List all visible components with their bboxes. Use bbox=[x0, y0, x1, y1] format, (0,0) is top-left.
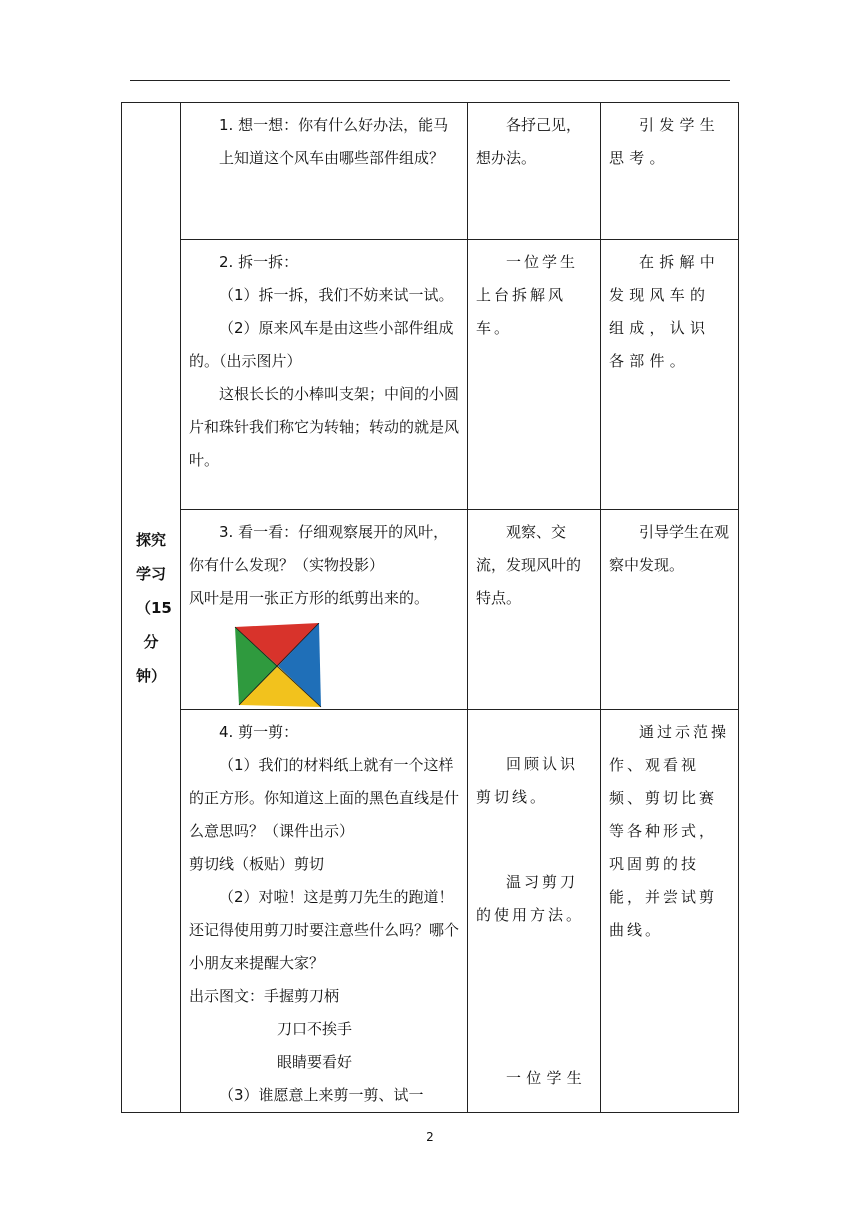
page-number: 2 bbox=[426, 1130, 434, 1144]
teacher-text: （3）谁愿意上来剪一剪、试一 bbox=[219, 1086, 424, 1104]
student-activity-cell bbox=[468, 103, 601, 240]
table-row bbox=[122, 103, 739, 240]
teacher-text: （1）拆一拆，我们不妨来试一试。 bbox=[219, 286, 454, 304]
teacher-text: （1）我们的材料纸上就有一个这样的正方形。你知道这上面的黑色直线是什么意思吗？（课件出示） bbox=[189, 756, 460, 840]
stage-cell bbox=[122, 103, 181, 1113]
student-activity-cell bbox=[468, 710, 601, 1113]
intent-text: 引导学生在观察中发现。 bbox=[609, 523, 730, 574]
teacher-text: 剪切线（板贴）剪切 bbox=[189, 855, 325, 873]
teacher-text: 1. 想一想：你有什么好办法，能马 bbox=[219, 116, 449, 134]
pinwheel-paper-photo bbox=[233, 623, 323, 709]
student-text: 一位学生上台拆解风车。 bbox=[476, 253, 579, 337]
table-row bbox=[122, 240, 739, 510]
teacher-activity-cell bbox=[181, 510, 468, 710]
teacher-text: 出示图文：手握剪刀柄 bbox=[189, 987, 340, 1005]
teacher-text: 眼睛要看好 bbox=[277, 1053, 353, 1071]
teacher-activity-cell bbox=[181, 240, 468, 510]
design-intent-cell bbox=[601, 510, 739, 710]
teacher-text: （2）对啦！这是剪刀先生的跑道！还记得使用剪刀时要注意些什么吗？哪个小朋友来提醒大家？ bbox=[189, 888, 460, 972]
table-row bbox=[122, 510, 739, 710]
stage-label: 探究学习（15分钟） bbox=[136, 530, 172, 685]
teacher-text: 3. 看一看：仔细观察展开的风叶，你有什么发现？（实物投影） bbox=[189, 523, 449, 574]
teacher-text: 风叶是用一张正方形的纸剪出来的。 bbox=[189, 589, 430, 607]
teacher-text: （2）原来风车是由这些小部件组成的。（出示图片） bbox=[189, 319, 454, 370]
design-intent-cell bbox=[601, 240, 739, 510]
square-paper-icon bbox=[233, 623, 323, 709]
table-row bbox=[122, 710, 739, 1113]
student-activity-cell bbox=[468, 510, 601, 710]
teacher-activity-cell bbox=[181, 710, 468, 1113]
teacher-text: 上知道这个风车由哪些部件组成？ bbox=[219, 149, 445, 167]
teacher-activity-cell bbox=[181, 103, 468, 240]
student-text: 各抒己见，想办法。 bbox=[476, 116, 582, 167]
student-text: 回顾认识剪切线。 bbox=[476, 755, 579, 806]
design-intent-cell bbox=[601, 103, 739, 240]
design-intent-cell bbox=[601, 710, 739, 1113]
teacher-text: 刀口不挨手 bbox=[277, 1020, 353, 1038]
lesson-plan-table bbox=[121, 102, 739, 1113]
student-text: 一位学生 bbox=[506, 1069, 588, 1087]
student-text: 温习剪刀的使用方法。 bbox=[476, 873, 585, 924]
intent-text: 在拆解中发现风车的组成，认识各部件。 bbox=[609, 253, 721, 370]
header-rule bbox=[130, 80, 730, 81]
student-text: 观察、交流，发现风叶的特点。 bbox=[476, 523, 582, 607]
teacher-text: 2. 拆一拆： bbox=[219, 253, 299, 271]
intent-text: 引发学生思考。 bbox=[609, 116, 721, 167]
intent-text: 通过示范操作、观看视频、剪切比赛等各种形式，巩固剪的技能，并尝试剪曲线。 bbox=[609, 723, 730, 939]
teacher-text: 4. 剪一剪： bbox=[219, 723, 299, 741]
student-activity-cell bbox=[468, 240, 601, 510]
teacher-text: 这根长长的小棒叫支架；中间的小圆片和珠针我们称它为转轴；转动的就是风叶。 bbox=[189, 385, 460, 469]
